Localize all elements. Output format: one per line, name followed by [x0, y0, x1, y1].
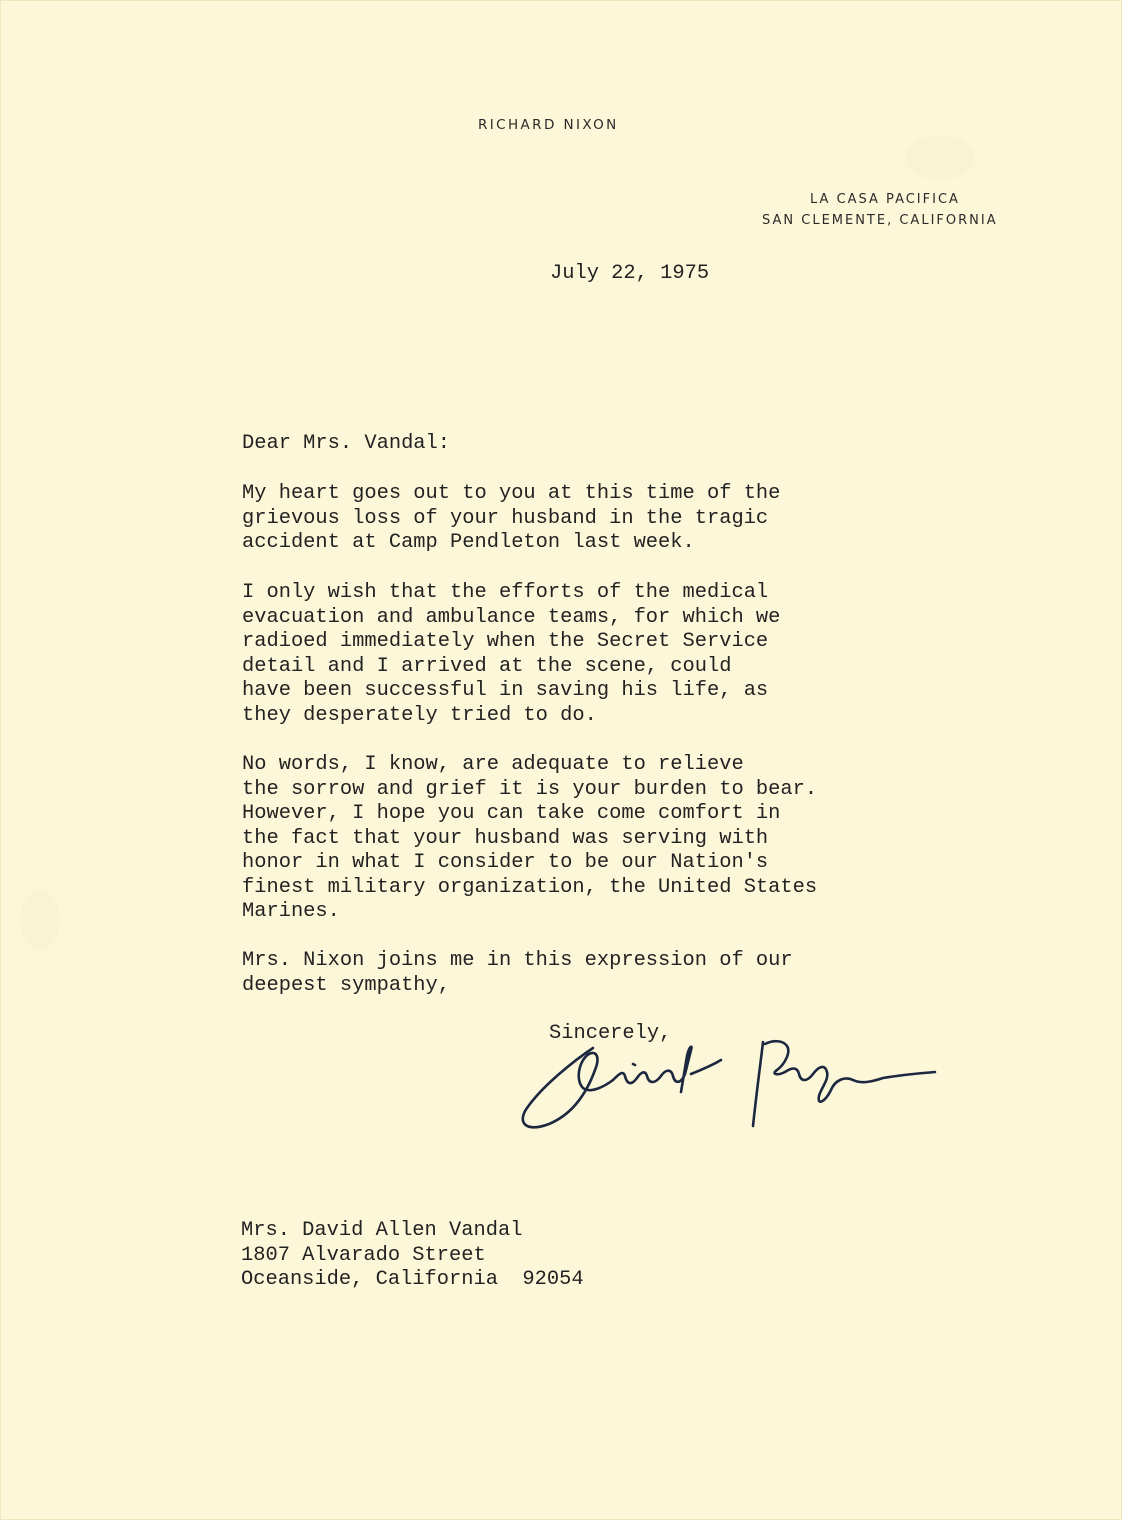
- letterhead-address-line2: SAN CLEMENTE, CALIFORNIA: [762, 213, 998, 228]
- letter-date: July 22, 1975: [550, 262, 710, 285]
- letterhead-address-line1: LA CASA PACIFICA: [810, 192, 960, 207]
- signature-scrawl: [515, 1030, 955, 1140]
- body-paragraph-2: I only wish that the efforts of the medical evacuation and ambulance teams, for which we radioed immediately when the Secret Service detail and I arrived at the scene, could have been successful in saving his life, as they desperately tried to do.: [242, 581, 781, 727]
- closing: Sincerely,: [549, 1022, 672, 1045]
- paper-stain: [905, 135, 975, 180]
- recipient-line3: Oceanside, California 92054: [241, 1268, 584, 1291]
- recipient-line2: 1807 Alvarado Street: [241, 1243, 486, 1267]
- signature: [515, 1030, 955, 1140]
- recipient-address: [241, 1219, 584, 1293]
- paper-stain: [20, 890, 60, 950]
- recipient-line1: Mrs. David Allen Vandal: [241, 1219, 523, 1242]
- letterhead-name: RICHARD NIXON: [478, 117, 619, 133]
- salutation: Dear Mrs. Vandal:: [242, 432, 451, 455]
- body-paragraph-1: My heart goes out to you at this time of the grievous loss of your husband in the tragic accident at Camp Pendleton last week.: [242, 482, 781, 554]
- body-paragraph-4: Mrs. Nixon joins me in this expression of our deepest sympathy,: [242, 949, 793, 997]
- body-paragraph-3: No words, I know, are adequate to relieve the sorrow and grief it is your burden to bear. However, I hope you can take come comfort in the fact that your husband was serving with honor in what I consider to be our Nation's finest military organization, the United States Marines.: [242, 753, 818, 923]
- scan-margin: [1122, 0, 1140, 1520]
